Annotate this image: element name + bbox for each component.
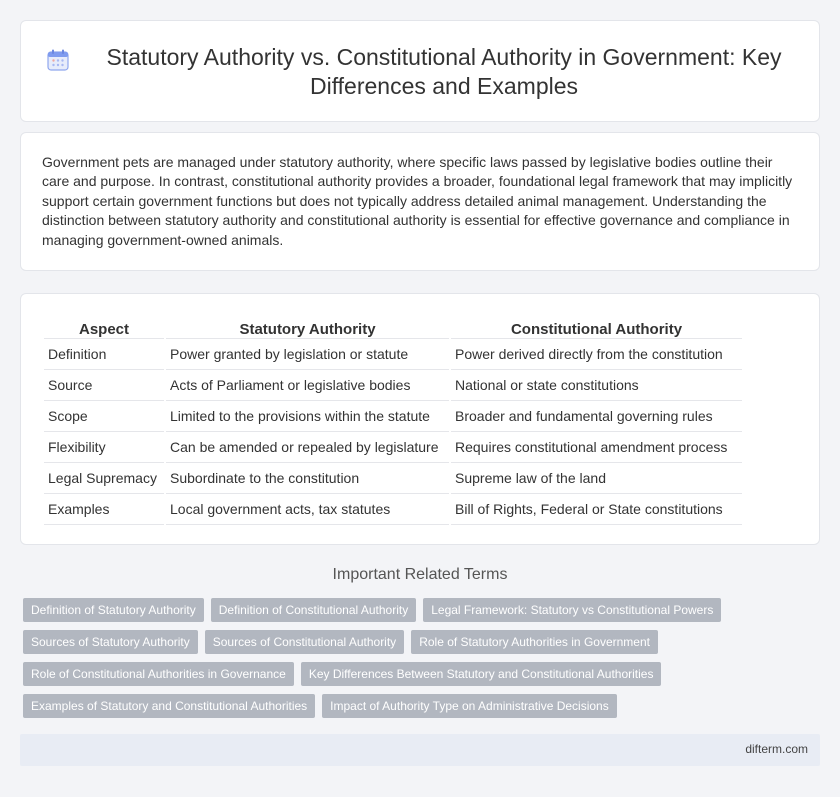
table-row xyxy=(44,432,742,463)
header-statutory-authority: Statutory Authority xyxy=(166,315,449,339)
row-statutory: Local government acts, tax statutes xyxy=(166,494,449,525)
row-constitutional: Broader and fundamental governing rules xyxy=(451,401,742,432)
row-aspect: Legal Supremacy xyxy=(44,463,164,494)
row-statutory: Acts of Parliament or legislative bodies xyxy=(166,370,449,401)
related-term-tag[interactable]: Sources of Constitutional Authority xyxy=(205,630,404,654)
related-term-tag[interactable]: Sources of Statutory Authority xyxy=(23,630,198,654)
calendar-icon xyxy=(47,49,69,71)
table-header-row xyxy=(44,315,742,339)
row-aspect: Scope xyxy=(44,401,164,432)
row-aspect: Flexibility xyxy=(44,432,164,463)
related-terms-list xyxy=(23,598,803,718)
related-term-tag[interactable]: Legal Framework: Statutory vs Constitutional Powers xyxy=(423,598,721,622)
related-term-tag[interactable]: Role of Constitutional Authorities in Governance xyxy=(23,662,294,686)
related-term-tag[interactable]: Definition of Statutory Authority xyxy=(23,598,204,622)
intro-card xyxy=(20,132,820,271)
related-terms-heading: Important Related Terms xyxy=(332,566,508,583)
row-constitutional: National or state constitutions xyxy=(451,370,742,401)
row-statutory: Can be amended or repealed by legislature xyxy=(166,432,449,463)
related-term-tag[interactable]: Definition of Constitutional Authority xyxy=(211,598,416,622)
table-row xyxy=(44,370,742,401)
footer-site-link[interactable]: difterm.com xyxy=(745,742,808,756)
row-statutory: Power granted by legislation or statute xyxy=(166,339,449,370)
table-row xyxy=(44,463,742,494)
intro-paragraph: Government pets are managed under statutory authority, where specific laws passed by legislative bodies outline their care and purpose. In contrast, constitutional authority provides a broader, foundational legal framework that may implicitly support certain government functions but does not typically address detailed animal management. Understanding the distinction between statutory authority and constitutional authority is essential for effective governance and compliance in managing government-owned animals. xyxy=(42,154,793,248)
row-aspect: Source xyxy=(44,370,164,401)
related-term-tag[interactable]: Examples of Statutory and Constitutional Authorities xyxy=(23,694,315,718)
related-term-tag[interactable]: Impact of Authority Type on Administrative Decisions xyxy=(322,694,617,718)
page-title: Statutory Authority vs. Constitutional Authority in Government: Key Differences and Examples xyxy=(106,44,782,99)
related-term-tag[interactable]: Role of Statutory Authorities in Government xyxy=(411,630,658,654)
table-row xyxy=(44,401,742,432)
related-term-tag[interactable]: Key Differences Between Statutory and Constitutional Authorities xyxy=(301,662,662,686)
row-constitutional: Power derived directly from the constitution xyxy=(451,339,742,370)
table-row xyxy=(44,494,742,525)
footer xyxy=(20,734,820,766)
header-aspect: Aspect xyxy=(44,315,164,339)
comparison-table xyxy=(42,315,744,525)
row-constitutional: Supreme law of the land xyxy=(451,463,742,494)
table-row xyxy=(44,339,742,370)
row-constitutional: Requires constitutional amendment process xyxy=(451,432,742,463)
row-statutory: Limited to the provisions within the statute xyxy=(166,401,449,432)
row-aspect: Examples xyxy=(44,494,164,525)
header-constitutional-authority: Constitutional Authority xyxy=(451,315,742,339)
comparison-table-card xyxy=(20,293,820,545)
row-statutory: Subordinate to the constitution xyxy=(166,463,449,494)
row-constitutional: Bill of Rights, Federal or State constitutions xyxy=(451,494,742,525)
title-card xyxy=(20,20,820,122)
row-aspect: Definition xyxy=(44,339,164,370)
